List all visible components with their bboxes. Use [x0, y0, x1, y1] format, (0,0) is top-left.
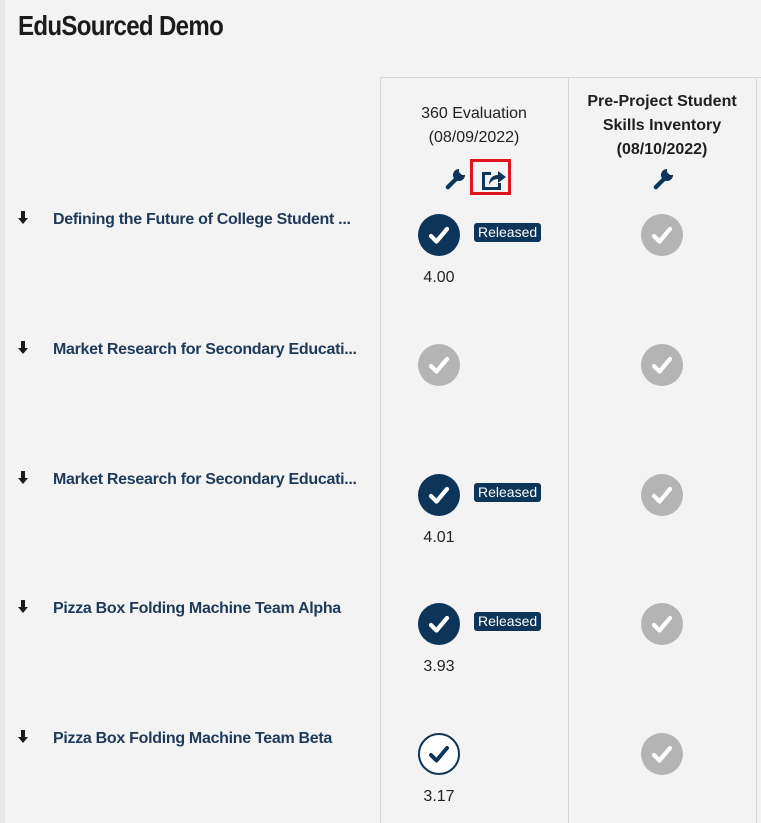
project-title-link[interactable]: Pizza Box Folding Machine Team Beta — [53, 730, 333, 747]
status-submitted[interactable] — [418, 733, 460, 775]
column-header-date: (08/10/2022) — [616, 141, 708, 158]
column-header-title-line-2: Skills Inventory — [602, 117, 722, 134]
status-pending[interactable] — [641, 733, 683, 775]
wrench-icon[interactable] — [650, 166, 676, 192]
column-header-date: (08/09/2022) — [428, 129, 520, 146]
arrow-down-icon[interactable] — [17, 730, 29, 744]
score-value: 4.00 — [423, 269, 455, 286]
status-badge: Released — [474, 223, 541, 242]
column-divider-middle — [568, 77, 569, 823]
column-divider-right — [756, 77, 757, 823]
status-badge: Released — [474, 483, 541, 502]
wrench-icon[interactable] — [442, 166, 468, 192]
arrow-down-icon[interactable] — [17, 600, 29, 614]
project-title-link[interactable]: Market Research for Secondary Educati... — [53, 341, 357, 358]
status-completed[interactable] — [418, 214, 460, 256]
column-header-360-evaluation — [384, 102, 564, 150]
column-divider-left — [380, 77, 381, 823]
score-value: 4.01 — [423, 529, 455, 546]
status-pending[interactable] — [641, 474, 683, 516]
status-pending[interactable] — [641, 603, 683, 645]
export-icon[interactable] — [479, 166, 505, 192]
page-title: EduSourced Demo — [18, 10, 224, 41]
status-completed[interactable] — [418, 474, 460, 516]
status-pending[interactable] — [641, 344, 683, 386]
score-value: 3.93 — [423, 658, 455, 675]
project-title-link[interactable]: Defining the Future of College Student ... — [53, 211, 351, 228]
left-edge — [0, 0, 5, 823]
table-header-border — [380, 77, 761, 78]
column-header-title-line-1: Pre-Project Student — [587, 93, 737, 110]
project-title-link[interactable]: Pizza Box Folding Machine Team Alpha — [53, 600, 341, 617]
column-header-skills-inventory — [572, 90, 752, 162]
score-value: 3.17 — [423, 788, 455, 805]
project-title-link[interactable]: Market Research for Secondary Educati... — [53, 471, 357, 488]
arrow-down-icon[interactable] — [17, 211, 29, 225]
status-pending[interactable] — [418, 344, 460, 386]
status-badge: Released — [474, 612, 541, 631]
status-completed[interactable] — [418, 603, 460, 645]
arrow-down-icon[interactable] — [17, 341, 29, 355]
arrow-down-icon[interactable] — [17, 471, 29, 485]
status-pending[interactable] — [641, 214, 683, 256]
column-header-title: 360 Evaluation — [421, 105, 527, 122]
